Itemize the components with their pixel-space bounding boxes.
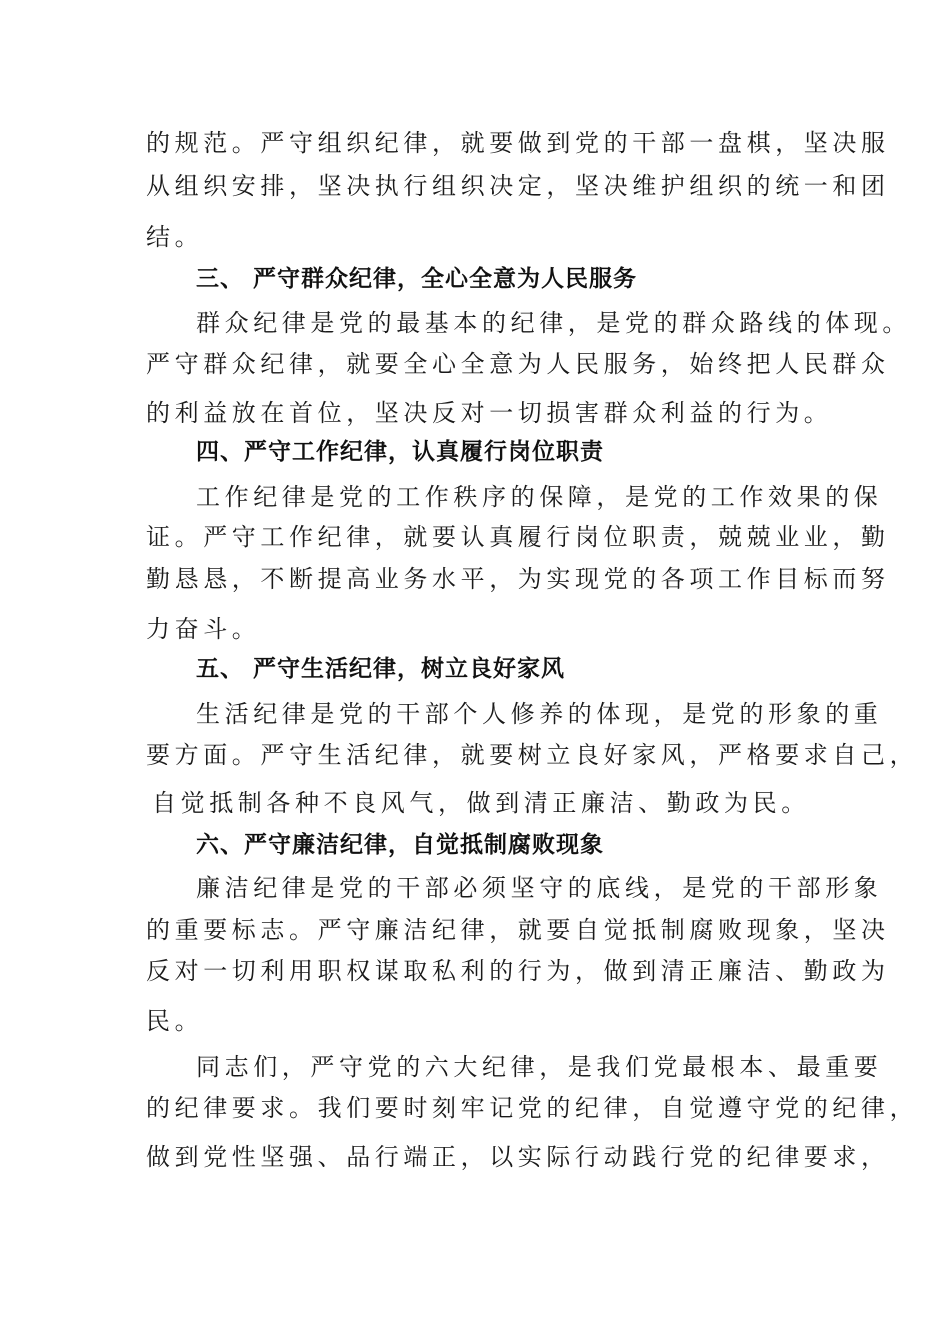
section-heading-3: 三、 严守群众纪律，全心全意为人民服务 — [196, 266, 638, 292]
section-heading-6: 六、严守廉洁纪律，自觉抵制腐败现象 — [196, 832, 604, 858]
body-text-line: 严守群众纪律，就要全心全意为人民服务，始终把人民群众 — [146, 350, 890, 378]
body-text-line: 生活纪律是党的干部个人修养的体现，是党的形象的重 — [196, 700, 883, 728]
section-heading-4: 四、严守工作纪律，认真履行岗位职责 — [196, 439, 604, 465]
body-text-line: 结。 — [146, 223, 204, 251]
body-text-line: 证。严守工作纪律，就要认真履行岗位职责，兢兢业业，勤 — [146, 523, 890, 551]
body-text-line: 力奋斗。 — [146, 615, 261, 643]
body-text-line: 同志们，严守党的六大纪律，是我们党最根本、最重要 — [196, 1053, 883, 1081]
body-text-line: 群众纪律是党的最基本的纪律，是党的群众路线的体现。 — [196, 309, 911, 337]
body-text-line: 自觉抵制各种不良风气，做到清正廉洁、勤政为民。 — [152, 789, 810, 817]
body-text-line: 从组织安排，坚决执行组织决定，坚决维护组织的统一和团 — [146, 172, 890, 200]
body-text-line: 的利益放在首位，坚决反对一切损害群众利益的行为。 — [146, 399, 833, 427]
body-text-line: 的规范。严守组织纪律，就要做到党的干部一盘棋，坚决服 — [146, 129, 890, 157]
body-text-line: 反对一切利用职权谋取私利的行为，做到清正廉洁、勤政为 — [146, 957, 890, 985]
body-text-line: 廉洁纪律是党的干部必须坚守的底线，是党的干部形象 — [196, 874, 883, 902]
body-text-line: 的纪律要求。我们要时刻牢记党的纪律，自觉遵守党的纪律， — [146, 1094, 919, 1122]
body-text-line: 的重要标志。严守廉洁纪律，就要自觉抵制腐败现象，坚决 — [146, 916, 890, 944]
body-text-line: 工作纪律是党的工作秩序的保障，是党的工作效果的保 — [196, 483, 883, 511]
body-text-line: 做到党性坚强、品行端正，以实际行动践行党的纪律要求， — [146, 1143, 890, 1171]
body-text-line: 民。 — [146, 1007, 204, 1035]
body-text-line: 勤恳恳，不断提高业务水平，为实现党的各项工作目标而努 — [146, 565, 890, 593]
body-text-line: 要方面。严守生活纪律，就要树立良好家风，严格要求自己， — [146, 741, 919, 769]
section-heading-5: 五、 严守生活纪律，树立良好家风 — [196, 656, 566, 682]
